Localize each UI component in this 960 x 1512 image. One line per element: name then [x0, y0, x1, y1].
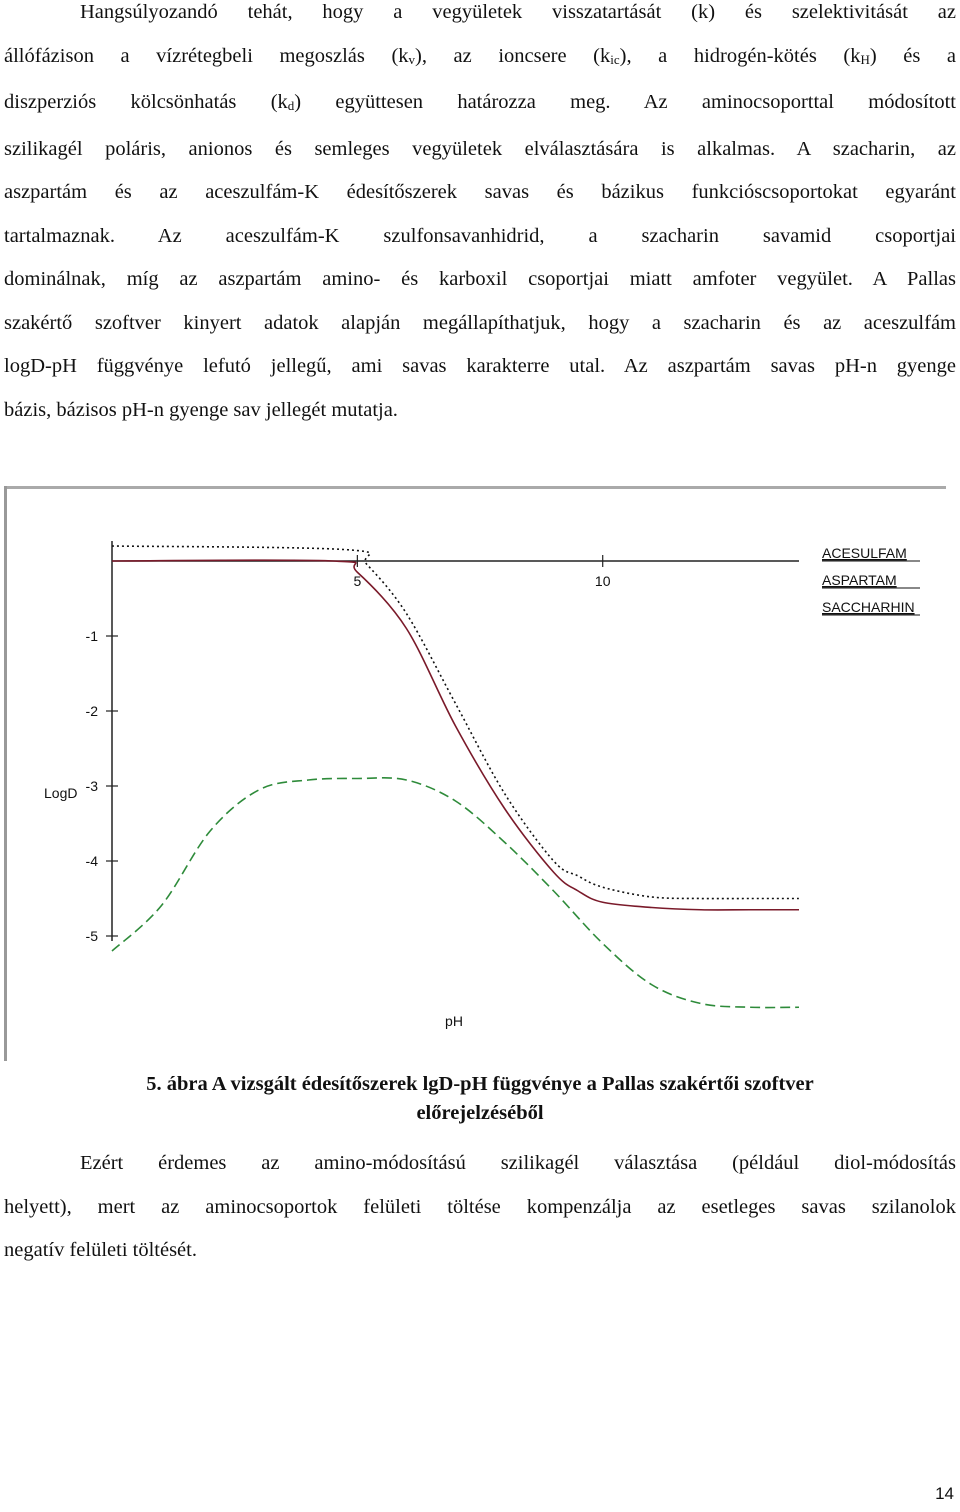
- legend-item-acesulfam: ACESULFAM: [822, 545, 907, 561]
- paragraph-intro-line: diszperziós kölcsönhatás $(k_d)$ együttesen határozza meg. Az aminocsoporttal módosított: [4, 91, 956, 113]
- paragraph-intro-line: Hangsúlyozandó tehát, hogy a vegyületek visszatartását (k) és szelektivitását az: [80, 1, 956, 23]
- figure-caption: [0, 1070, 960, 1128]
- y-tick-label: -4: [85, 853, 98, 869]
- x-axis-label: pH: [445, 1013, 463, 1029]
- paragraph-intro-line: tartalmaznak. Az aceszulfám-K szulfonsavanhidrid, a szacharin savamid csoportjai: [4, 224, 956, 247]
- legend-item-aspartam: ASPARTAM: [822, 572, 897, 588]
- legend-item-saccharhin: SACCHARHIN: [822, 599, 915, 615]
- y-tick-label: -2: [85, 703, 98, 719]
- x-tick-label: 5: [353, 573, 362, 589]
- y-tick-label: -5: [85, 928, 98, 944]
- y-axis-label: LogD: [44, 785, 78, 801]
- x-tick-label: 10: [594, 573, 611, 589]
- paragraph-intro-line: aszpartám és az aceszulfám-K édesítőszerek savas és bázikus funkcióscsoportokat egyaránt: [4, 181, 956, 203]
- paragraph-intro-line: szakértő szoftver kinyert adatok alapján megállapíthatjuk, hogy a szacharin és az aceszulfám: [4, 311, 956, 334]
- series-line-aspartam: [112, 560, 799, 910]
- series-line-saccharhin: [112, 778, 799, 1008]
- paragraph-conclusion-line: negatív felületi töltését.: [4, 1239, 197, 1261]
- series-line-acesulfam: [112, 546, 799, 899]
- paragraph-conclusion-line: helyett), mert az aminocsoportok felületi töltése kompenzálja az esetleges savas szilanolok: [4, 1195, 956, 1218]
- page-number: 14: [935, 1484, 954, 1503]
- paragraph-conclusion: [4, 1142, 956, 1273]
- logd-ph-chart: [4, 486, 946, 1061]
- caption-line-2: előrejelzéséből: [416, 1102, 544, 1124]
- paragraph-intro: [4, 0, 956, 432]
- y-tick-label: -3: [85, 778, 98, 794]
- paragraph-intro-line: szilikagél poláris, anionos és semleges vegyületek elválasztására is alkalmas. A szacharin, az: [4, 137, 956, 160]
- y-tick-label: -1: [85, 628, 98, 644]
- paragraph-conclusion-line: Ezért érdemes az amino-módosítású szilikagél választása (például diol-módosítás: [80, 1152, 956, 1174]
- caption-line-1: 5. ábra A vizsgált édesítőszerek lgD-pH függvénye a Pallas szakértői szoftver: [146, 1073, 814, 1095]
- paragraph-intro-line: dominálnak, míg az aszpartám amino- és karboxil csoportjai miatt amfoter vegyület. A Pallas: [4, 268, 956, 290]
- paragraph-intro-line: bázis, bázisos pH-n gyenge sav jellegét mutatja.: [4, 398, 398, 421]
- paragraph-intro-line: logD-pH függvénye lefutó jellegű, ami savas karakterre utal. Az aszpartám savas pH-n gyenge: [4, 355, 956, 377]
- paragraph-intro-line: állófázison a vízrétegbeli megoszlás $(k_v)$, az ioncsere $(k_{ic})$, a hidrogén-kötés $(k_H)$ és a: [4, 44, 956, 67]
